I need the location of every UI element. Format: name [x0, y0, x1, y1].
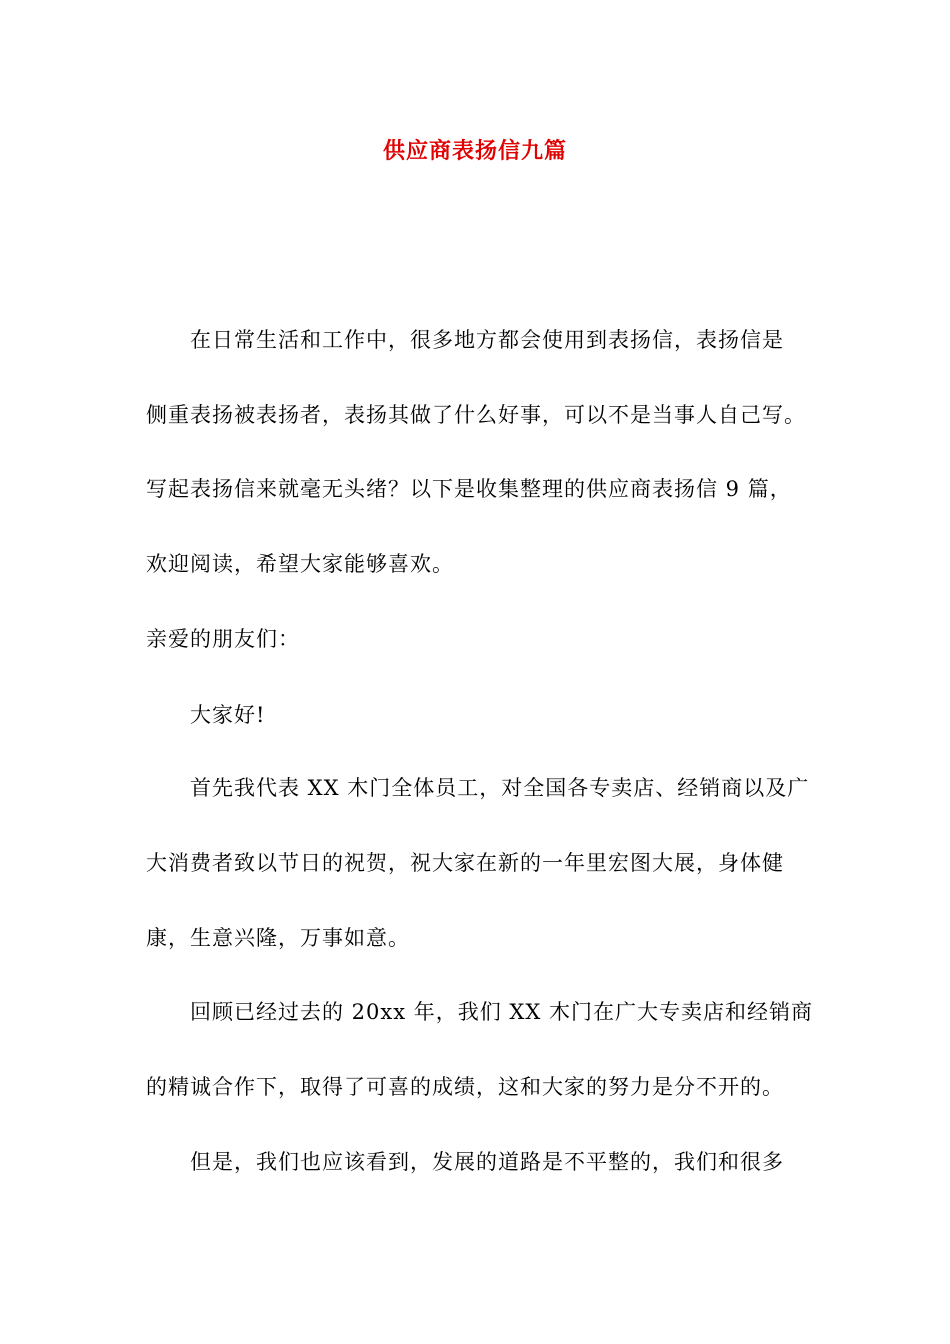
body-line-1: 在日常生活和工作中，很多地方都会使用到表扬信，表扬信是 — [190, 328, 784, 352]
body-line-7: 首先我代表 XX 木门全体员工，对全国各专卖店、经销商以及广 — [190, 776, 810, 800]
body-line-12: 但是，我们也应该看到，发展的道路是不平整的，我们和很多 — [190, 1150, 784, 1174]
body-line-8: 大消费者致以节日的祝贺，祝大家在新的一年里宏图大展，身体健 — [146, 851, 784, 875]
body-line-9: 康，生意兴隆，万事如意。 — [146, 926, 410, 950]
body-line-4: 欢迎阅读，希望大家能够喜欢。 — [146, 552, 454, 576]
body-line-2: 侧重表扬被表扬者，表扬其做了什么好事，可以不是当事人自己写。 — [146, 403, 806, 427]
salutation: 亲爱的朋友们： — [146, 627, 300, 651]
document-title: 供应商表扬信九篇 — [382, 139, 567, 164]
body-line-3: 写起表扬信来就毫无头绪？以下是收集整理的供应商表扬信 9 篇， — [146, 477, 792, 501]
body-line-11: 的精诚合作下，取得了可喜的成绩，这和大家的努力是分不开的。 — [146, 1075, 784, 1099]
body-line-10: 回顾已经过去的 20xx 年，我们 XX 木门在广大专卖店和经销商 — [190, 1000, 814, 1024]
greeting: 大家好! — [190, 703, 266, 727]
